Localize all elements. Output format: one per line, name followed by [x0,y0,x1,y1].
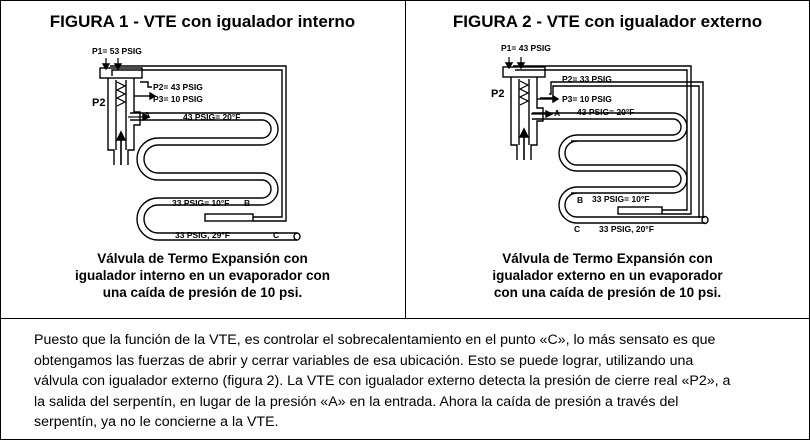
fig2-label-a: A [554,108,561,118]
fig1-label-top-coil: 43 PSIG= 20°F [183,112,241,122]
fig1-valve-body [108,78,140,165]
figure-2-caption [405,250,810,301]
fig1-spring [117,82,125,106]
fig2-label-bottom: 33 PSIG, 20°F [599,224,654,234]
fig1-label-mid-coil: 33 PSIG= 10°F [172,198,230,208]
figure-1-panel [0,0,405,318]
paragraph-line: serpentín, ya no le concierne a la VTE. [34,414,279,430]
fig2-sensing-bulb [618,207,662,214]
caption-line: igualador interno en un evaporador con [74,268,331,283]
fig1-outlet-end [294,233,300,240]
fig2-label-top-coil: 43 PSIG= 20°F [577,107,635,117]
fig1-label-b: B [244,198,251,208]
caption-line: Válvula de Termo Expansión con [502,251,713,266]
figure-2-panel [405,0,810,318]
figure-1-title: FIGURA 1 - VTE con igualador interno [49,12,356,31]
fig2-spring [520,81,528,105]
caption-line: con una caída de presión de 10 psi. [493,285,722,300]
fig2-label-p1: P1= 43 PSIG [501,43,551,53]
explanation-paragraph [34,330,794,433]
fig1-label-bottom: 33 PSIG, 29°F [175,230,230,240]
paragraph-line: Puesto que la función de la VTE, es controlar el sobrecalentamiento en el punto «C», lo más sensato es que [34,332,716,348]
fig1-label-c: C [273,230,280,240]
fig1-sensing-bulb [205,214,253,221]
caption-line: igualador externo en un evaporador [492,268,723,283]
fig2-label-p2: P2= 33 PSIG [562,74,612,84]
fig2-capillary [515,70,687,210]
caption-line: una caída de presión de 10 psi. [102,285,303,300]
figure-2-title: FIGURA 2 - VTE con igualador externo [452,12,763,31]
fig2-label-c: C [574,224,581,234]
fig1-label-p3: P3= 10 PSIG [153,94,203,104]
fig1-coil-inner [130,120,297,240]
paragraph-line: obtengamos las fuerzas de abrir y cerrar variables de esa ubicación. Esto se puede lograr, utilizando una [34,352,694,369]
fig1-label-p2: P2= 43 PSIG [153,82,203,92]
fig2-label-mid-coil: 33 PSIG= 10°F [592,194,650,204]
paragraph-line: la salida del serpentín, en lugar de la presión «A» en la entrada. Ahora la caída de presión a través del [34,393,679,410]
caption-line: Válvula de Termo Expansión con [97,251,308,266]
fig1-label-a: A [144,110,151,120]
fig2-label-p3: P3= 10 PSIG [562,94,612,104]
fig1-capillary [112,70,282,217]
fig2-label-p2-side: P2 [491,88,505,100]
fig1-label-p2-side: P2 [92,97,106,109]
horizontal-divider [0,318,810,319]
fig1-label-p1: P1= 53 PSIG [92,46,142,56]
paragraph-line: válvula con igualador externo (figura 2). La VTE con igualador externo detecta la presión de cierre real «P2», a [34,373,731,389]
figure-1-caption [0,250,405,301]
fig2-label-b: B [577,195,584,205]
